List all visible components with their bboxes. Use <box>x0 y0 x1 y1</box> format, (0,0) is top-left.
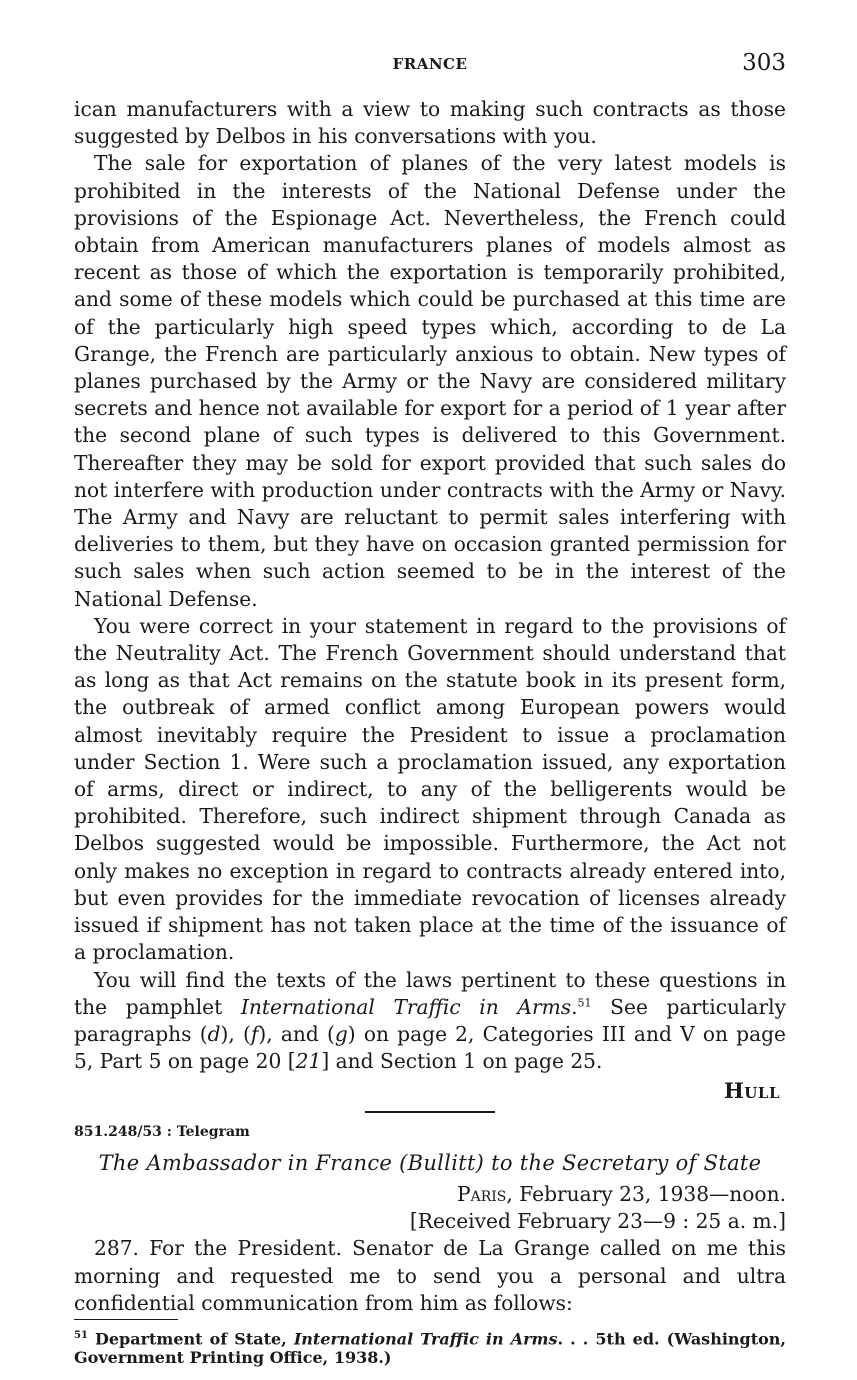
running-head: FRANCE <box>392 55 468 73</box>
paragraph-planes-export: The sale for exportation of planes of the very latest models is prohibited in the interests of the National Defense under the provisions of the Espionage Act. Nevertheless, the French could obtain from American manufacturers planes of models almost as recent as those of which the exportation is temporarily prohibited, and some of these models which could be purchased at this time are of the particularly high speed types which, according to de La Grange, the French are particularly anxious to obtain. New types of planes purchased by the Army or the Navy are considered military secrets and hence not available for export for a period of 1 year after the second plane of such types is delivered to this Government. Thereafter they may be sold for export provided that such sales do not interfere with production under contracts with the Army or Navy. The Army and Navy are reluctant to permit sales interfering with deliveries to them, but they have on occasion granted permission for such sales when such action seemed to be in the interest of the National Defense. <box>74 151 786 611</box>
paragraph-continuation: ican manufacturers with a view to making such contracts as those suggested by Delbos in his conversations with you. <box>74 97 786 149</box>
dateline-place: Paris, <box>457 1181 513 1206</box>
signature: Hull <box>723 1078 780 1104</box>
body-text <box>74 96 786 1367</box>
footnote <box>74 1326 786 1367</box>
text-segment: ] and Section 1 on page 25. <box>321 1049 603 1074</box>
text-segment: ) on page 2, Categories III and V on page 5, Part 5 on page 20 [ <box>74 1021 786 1074</box>
dateline-date: February 23, 1938—noon. <box>512 1181 786 1206</box>
text-segment: You will find the texts of the laws pertinent to these questions in the pamphlet <box>74 967 786 1019</box>
file-reference: 851.248/53 : Telegram <box>74 1123 250 1140</box>
footnote-reference: 51 <box>577 995 592 1009</box>
pamphlet-title: International Traffic in Arms. <box>240 994 578 1019</box>
paragraph-telegram: 287. For the President. Senator de La Grange called on me this morning and requested me to send you a personal and ultra confidential communication from him as follows: <box>74 1236 786 1315</box>
text-segment: ), ( <box>220 1021 251 1046</box>
page-header <box>74 50 786 82</box>
footnote-text: Department of State, <box>87 1329 294 1349</box>
paragraph-laws-pamphlet <box>74 967 786 1076</box>
footnote-divider <box>74 1319 178 1320</box>
paragraph-neutrality-act: You were correct in your statement in regard to the provisions of the Neutrality Act. The French Government should understand that as long as that Act remains on the statute book in its present form, the outbreak of armed conflict among European powers would almost inevitably require the President to issue a proclamation under Section 1. Were such a proclamation issued, any exportation of arms, direct or indirect, to any of the belligerents would be prohibited. Therefore, such indirect shipment through Canada as Delbos suggested would be impossible. Furthermore, the Act not only makes no exception in regard to contracts already entered into, but even provides for the immediate revocation of licenses already issued if shipment has not taken place at the time of the issuance of a proclamation. <box>74 613 786 965</box>
dateline <box>74 1181 786 1208</box>
bracket-page: 21 <box>295 1049 322 1074</box>
text-segment: ), and ( <box>258 1021 335 1046</box>
paragraph-letter: g <box>334 1021 348 1046</box>
footnote-title: International Traffic in Arms <box>293 1329 558 1349</box>
footnote-marker: 51 <box>74 1329 88 1341</box>
received-line: [Received February 23—9 : 25 a. m.] <box>409 1209 786 1234</box>
paragraph-letter: d <box>207 1021 221 1046</box>
paragraph-letter: f <box>250 1021 259 1046</box>
document-title: The Ambassador in France (Bullitt) to the Secretary of State <box>98 1150 762 1175</box>
text-segment: See particularly paragraphs ( <box>74 994 787 1046</box>
section-divider <box>365 1111 495 1113</box>
footnote-text: . . . 5th ed. (Washington, Government Printing Office, 1938.) <box>74 1329 786 1368</box>
page-number: 303 <box>742 50 786 76</box>
